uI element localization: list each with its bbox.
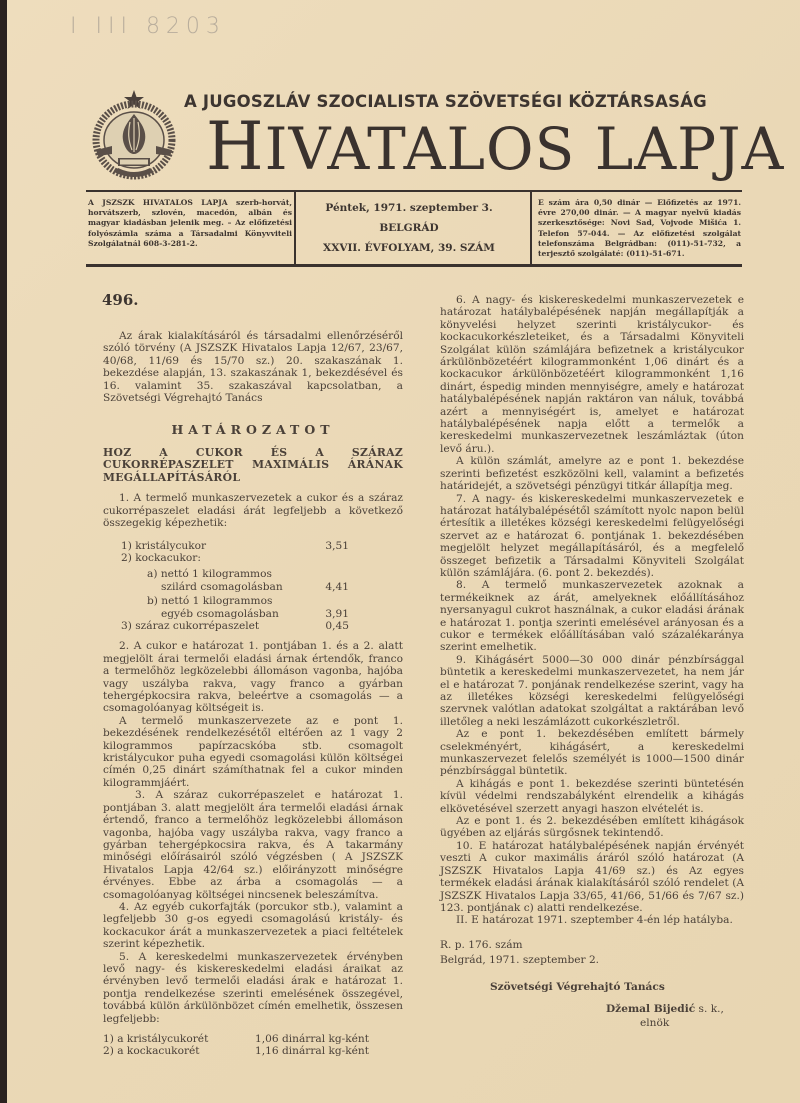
masthead-supertitle: A JUGOSZLÁV SZOCIALISTA SZÖVETSÉGI KÖZTÁRSASÁG — [184, 92, 707, 111]
issuing-council: Szövetségi Végrehajtó Tanács — [490, 980, 665, 993]
preamble: Az árak kialakításáról és társadalmi ellenőrzéséről szóló törvény (A JSZSZK Hivatalos Lapja 12/67, 23/67, 40/68, 11/69 és 15/70 sz.) 20. szakaszának 1. bekezdése alapján, 13. szakaszának 1, bekezdésével és 16. valamint 35. szakaszával kapcsolatban, a Szövetségi Végrehajtó Tanács — [103, 330, 403, 405]
decision-heading: HATÁROZATOT — [171, 422, 335, 438]
paragraph-7: 7. A nagy- és kiskereskedelmi munkaszervezetek e határozat hatálybalépésétől számított nyolc napon belül értesítik a illetékes községi kereskedelmi felügyelőségi szervet az e határozat 6. pontjának 1. bekezdésében megjelölt helyzet megállapításáról, és a megfelelő összeget befizetik a Társadalmi Könyviteli Szolgálat külön számlájára. (6. pont 2. bekezdés). — [440, 492, 744, 579]
issue-place: BELGRÁD — [379, 222, 439, 234]
paragraph-9c: A kihágás e pont 1. bekezdése szerinti büntetésén kívül védelmi rendszabályként elrendelik a kihágás elkövetésével szerzett anyagi haszon elvételét is. — [440, 777, 744, 815]
paragraph-5: 5. A kereskedelmi munkaszervezetek érvényben levő nagy- és kiskereskedelmi eladási áraikat az érvényben levő termelői eladási árak e határozat 1. pontja rendelkezése szerinti emelésének összegével, továbbá külön árkülönbözet címén emelhetik, összesen legfeljebb: — [103, 950, 403, 1025]
paragraph-2: 2. A cukor e határozat 1. pontjában 1. és a 2. alatt megjelölt árai termelői eladási árnak értendők, franco a termelőhöz legközelebbi állomáson vagonba, hajóba vagy uszályba rakva, vagy franco a gyárban tehergépkocsira rakva, beleértve a csomagolás — a csomagolóanyag költségeit is. — [103, 640, 403, 715]
signature-line — [440, 1003, 744, 1015]
price-list — [103, 540, 349, 633]
masthead-divider-1 — [294, 192, 296, 264]
masthead-bottom-rule — [86, 264, 742, 267]
paragraph-2b: A termelő munkaszervezete az e pont 1. bekezdésének rendelkezésétől eltérően az 1 vagy 2 kilogrammos papírzacskóba stb. csomagolt kristálycukor puha egyedi csomagolási külön költségei címén 0,25 dinárt számíthatnak fel a cukor minden kilogrammjáért. — [103, 714, 403, 789]
title-rest: IVATALOS LAPJA — [264, 115, 785, 183]
paragraph-4: 4. Az egyéb cukorfajták (porcukor stb.), valamint a legfeljebb 30 g-os egyedi csomagolású kristály- és kockacukor árát a munkaszervezetek a piaci feltételek szerint képezhetik. — [103, 900, 403, 951]
archive-margin-note: I III 8203 — [70, 14, 226, 39]
left-column — [103, 330, 403, 1058]
document-number: 496. — [102, 291, 139, 309]
paragraph-6b: A külön számlát, amelyre az e pont 1. bekezdése szerinti befizetést eszközölni kell, valamint a befizetés határidejét, a szövetségi pénzügyi titkár állapítja meg. — [440, 455, 744, 493]
paragraph-9d: Az e pont 1. és 2. bekezdésében említett kihágások ügyében az eljárás sürgősnek tekintendő. — [440, 815, 744, 840]
increase-list — [103, 1033, 373, 1058]
signer-suffix: s. k., — [695, 1002, 724, 1015]
price-row-1: 1) kristálycukor 3,51 — [121, 539, 349, 552]
price-row-2b: b) nettó 1 kilogrammos egyéb csomagolásban 3,91 — [147, 595, 349, 620]
paragraph-8: 8. A termelő munkaszervezetek azoknak a termékeiknek az árát, amelyeknek előállításához nyersanyagul cukrot használnak, a cukor eladási árának e határozat 1. pontja szerinti emelésével arányosan és a cukor e termékek előállításában való százalékaránya szerint emelhetik. — [440, 579, 744, 654]
right-column — [440, 294, 744, 1030]
place-and-date: Belgrád, 1971. szeptember 2. — [440, 954, 600, 967]
paragraph-10: 10. E határozat hatálybalépésének napján érvényét veszti A cukor maximális áráról szóló határozat (A JSZSZK Hivatalos Lapja 41/69 sz.) és Az egyes termékek eladási árának kialakításáról szóló rendelet (A JSZSZK Hivatalos Lapja 33/65, 41/66, 51/66 és 7/67 sz.) 123. pontjának c) alatti rendelkezése. — [440, 839, 744, 914]
paragraph-1: 1. A termelő munkaszervezetek a cukor és a száraz cukorrépaszelet eladási árát legfeljebb a következő összegekig képezhetik: — [103, 492, 403, 530]
issue-volume: XXVII. ÉVFOLYAM, 39. SZÁM — [323, 242, 495, 254]
masthead-issue-info — [298, 192, 520, 262]
paragraph-9: 9. Kihágásért 5000—30 000 dinár pénzbírsággal büntetik a kereskedelmi munkaszervezetet, ha nem jár el e határozat 7. ponjának rendelkezése szerint, vagy ha az illetékes községi kereskedelmi felügyelőségi szervnek valótlan adatokat szolgáltat a raktárában levő illetőleg a neki leszámlázott cukorkészletről. — [440, 653, 744, 728]
paragraph-6: 6. A nagy- és kiskereskedelmi munkaszervezetek e határozat hatálybalépésének napján megállapítják a könyvelési helyzet szerinti kristálycukor- és kockacukorkészleteiket, és a Társadalmi Könyviteli Szolgálat külön számlájára befizetnek a kristálycukor árkülönbözetéért kilogrammonként 1,06 dinárt és a kockacukor árkülönbözetéért kilogrammonként 1,16 dinárt, éspedig minden mennyiségre, amely e határozat hatálybalépésének napján raktáron van náluk, továbbá azért a mennyiségért is, amelyet e határozat hatálybalépésének napja előtt a termelők a kereskedelmi munkaszervezetnek leszámláztak (úton levő áru.). — [440, 294, 744, 455]
masthead-info-left: A JSZSZK HIVATALOS LAPJA szerb-horvát, horvátszerb, szlovén, macedón, albán és magyar kiadásban jelenik meg. – Az előfizetési folyószámla száma a Társadalmi Könyvviteli Szolgálatnál 608-3-281-2. — [88, 198, 292, 248]
issue-date: Péntek, 1971. szeptember 3. — [325, 202, 493, 214]
masthead-divider-2 — [530, 192, 532, 264]
paragraph-11: II. E határozat 1971. szeptember 4-én lép hatályba. — [456, 914, 733, 927]
price-row-3: 3) száraz cukorrépaszelet 0,45 — [121, 620, 349, 632]
scan-edge — [0, 0, 7, 1103]
masthead-title — [206, 108, 785, 185]
paragraph-9b: Az e pont 1. bekezdésében említett bármely cselekményért, kihágásért, a kereskedelmi munkaszervezet felelős személyét is 1000—1500 dinár pénzbírsággal büntetik. — [440, 728, 744, 778]
masthead-info-right: E szám ára 0,50 dinár — Előfizetés az 1971. évre 270,00 dinár. — A magyar nyelvű kiadás szerkesztősége: Novi Sad, Vojvode Mišića 1. Telefon 57-044. — Az előfizetési szolgálat telefonszáma Belgrádban: (011)-51-732, a terjesztő szolgálaté: (011)-51-671. — [538, 198, 741, 259]
decision-subheading: HOZ A CUKOR ÉS A SZÁRAZ CUKORRÉPASZELET MAXIMÁLIS ÁRÁNAK MEGÁLLAPÍTÁSÁRÓL — [103, 445, 403, 484]
signer-title: elnök — [640, 1017, 670, 1030]
increase-row-1: 1) a kristálycukorét 1,06 dinárral kg-ként — [103, 1033, 370, 1045]
price-row-2: 2) kockacukor: — [121, 551, 201, 564]
paragraph-3: 3. A száraz cukorrépaszelet e határozat 1. pontjában 3. alatt megjelölt ára termelői eladási árnak értendő, franco a termelőhöz legközelebbi állomáson vagonba, hajóba vagy uszályba rakva, vagy franco a gyárban tehergépkocsira rakva, és A takarmány minőségi előírásairól szóló végzésben ( A JSZSZK Hivatalos Lapja 42/64 sz.) előirányzott minőségre érvényes. Ebbe az árba a csomagolás — a csomagolóanyag költségei nincsenek beleszámítva. — [103, 789, 403, 901]
increase-row-2: 2) a kockacukorét 1,16 dinárral kg-ként — [103, 1045, 370, 1058]
reference-number: R. p. 176. szám — [440, 938, 523, 951]
signer-name: Džemal Bijedić — [606, 1002, 696, 1015]
title-initial: H — [206, 108, 265, 185]
coat-of-arms-icon — [90, 88, 178, 184]
price-row-2a: a) nettó 1 kilogrammos szilárd csomagolásban 4,41 — [147, 568, 349, 593]
